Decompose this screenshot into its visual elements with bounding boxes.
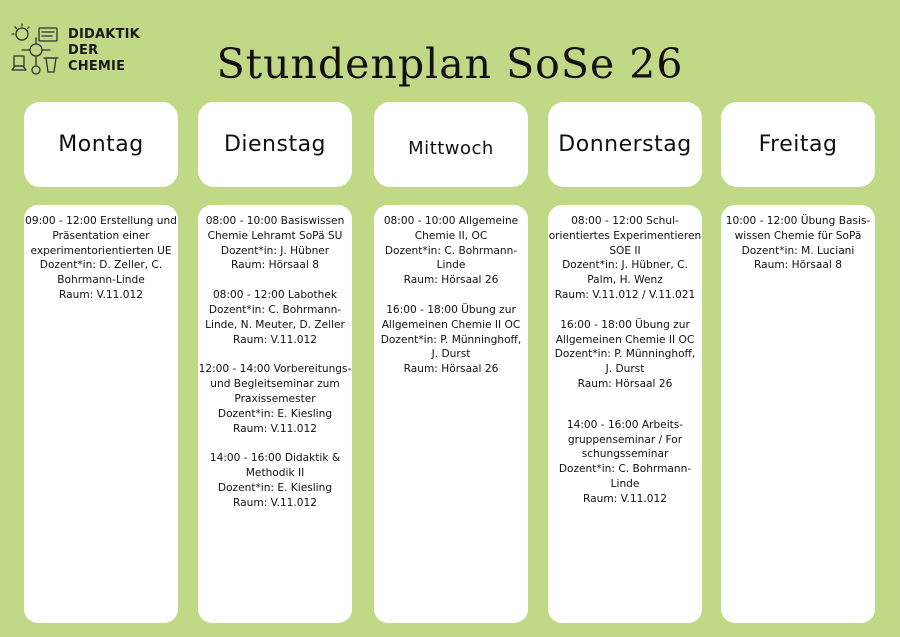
- schedule-entry-line: Dozent*in: D. Zeller, C.: [39, 259, 163, 272]
- schedule-entry-line: 08:00 - 10:00 Basiswissen: [205, 215, 345, 227]
- schedule-entry-line: Präsentation einer: [52, 229, 150, 242]
- day-header-montag: Montag: [24, 102, 178, 187]
- schedule-entry-line: Raum: V.11.012: [233, 496, 317, 509]
- schedule-entry-line: Dozent*in: C. Bohrmann-: [208, 303, 342, 316]
- schedule-entry-line: experimentorientierten UE: [30, 244, 172, 257]
- schedule-entry-line: Raum: Hörsaal 26: [577, 377, 673, 390]
- schedule-entry-line: gruppenseminar / For: [567, 433, 683, 446]
- schedule-entry-line: Chemie II, OC: [414, 229, 488, 242]
- schedule-entry-line: Raum: V.11.012 / V.11.021: [554, 288, 696, 301]
- schedule-entry-line: 16:00 - 18:00 Übung zur: [386, 303, 516, 316]
- schedule-entry: [548, 318, 702, 392]
- schedule-entry-line: 16:00 - 18:00 Übung zur: [560, 318, 690, 331]
- schedule-entry-line: 08:00 - 12:00 Schul-: [571, 215, 679, 227]
- schedule-entry-line: Raum: Hörsaal 26: [403, 363, 499, 376]
- day-column-mittwoch: [374, 205, 528, 623]
- schedule-entry-line: Linde: [610, 477, 640, 490]
- day-column-montag: [24, 205, 178, 623]
- schedule-entry-line: Raum: V.11.012: [59, 288, 143, 301]
- schedule-entry-line: Raum: V.11.012: [233, 333, 317, 346]
- schedule-entry-line: Dozent*in: P. Münninghoff,: [380, 333, 522, 346]
- schedule-entry-line: 08:00 - 10:00 Allgemeine: [383, 215, 519, 227]
- schedule-entry: [548, 418, 702, 507]
- schedule-entry-line: Linde: [436, 259, 466, 272]
- schedule-entry-line: Dozent*in: C. Bohrmann-: [384, 244, 518, 257]
- schedule-entry-line: J. Durst: [605, 363, 645, 376]
- schedule-entry-line: schungsseminar: [581, 448, 669, 461]
- schedule-entry-line: wissen Chemie für SoPä: [734, 229, 862, 242]
- schedule-entry: [721, 214, 875, 273]
- schedule-entry-line: 08:00 - 12:00 Labothek: [212, 289, 338, 302]
- logo-line: DER: [68, 43, 99, 58]
- schedule-entry: [24, 214, 178, 303]
- schedule-entry-line: Raum: V.11.012: [233, 422, 317, 435]
- schedule-entry: [198, 451, 352, 510]
- schedule-entry-line: 14:00 - 16:00 Didaktik &: [209, 452, 341, 465]
- day-header-donnerstag: Donnerstag: [548, 102, 702, 187]
- schedule-entry-line: Dozent*in: P. Münninghoff,: [554, 348, 696, 361]
- schedule-entry-line: Chemie Lehramt SoPä SU: [207, 229, 343, 242]
- day-column-donnerstag: [548, 205, 702, 623]
- day-header-mittwoch: Mittwoch: [374, 102, 528, 187]
- schedule-entry-line: J. Durst: [431, 348, 471, 361]
- schedule-entry: [198, 362, 352, 436]
- schedule-entry-line: 12:00 - 14:00 Vorbereitungs-: [198, 363, 352, 376]
- schedule-entry-line: Dozent*in: M. Luciani: [741, 244, 855, 257]
- schedule-entry-line: Linde, N. Meuter, D. Zeller: [205, 318, 345, 331]
- schedule-entry: [548, 214, 702, 303]
- schedule-entry-line: Palm, H. Wenz: [587, 274, 663, 287]
- schedule-entry-line: Dozent*in: E. Kiesling: [217, 481, 333, 494]
- schedule-entry-line: SOE II: [609, 244, 641, 257]
- day-column-freitag: [721, 205, 875, 623]
- schedule-entry-line: Raum: Hörsaal 26: [403, 274, 499, 287]
- schedule-entry: [374, 303, 528, 377]
- schedule-entry-line: Dozent*in: J. Hübner: [220, 244, 330, 257]
- schedule-entry: [198, 288, 352, 347]
- schedule-entry-line: 14:00 - 16:00 Arbeits-: [566, 418, 684, 431]
- logo-line: CHEMIE: [68, 59, 126, 74]
- page-title: Stundenplan SoSe 26: [216, 40, 684, 88]
- schedule-entry-line: Dozent*in: E. Kiesling: [217, 407, 333, 420]
- schedule-entry: [198, 214, 352, 273]
- day-column-dienstag: [198, 205, 352, 623]
- schedule-entry-line: Allgemeinen Chemie II OC: [381, 318, 521, 331]
- schedule-entry-line: Methodik II: [245, 467, 305, 480]
- day-header-freitag: Freitag: [721, 102, 875, 187]
- schedule-entry: [374, 214, 528, 288]
- schedule-entry-line: Raum: Hörsaal 8: [231, 259, 319, 272]
- schedule-entry-line: 10:00 - 12:00 Übung Basis-: [725, 215, 871, 227]
- schedule-entry-line: orientiertes Experimentieren: [548, 229, 702, 242]
- schedule-entry-line: Dozent*in: J. Hübner, C.: [562, 259, 688, 272]
- schedule-entry-line: 09:00 - 12:00 Erstellung und: [25, 215, 177, 227]
- schedule-entry-line: Allgemeinen Chemie II OC: [555, 333, 695, 346]
- logo-line: DIDAKTIK: [68, 27, 140, 42]
- schedule-entry-line: und Begleitseminar zum: [210, 378, 340, 391]
- schedule-entry-line: Bohrmann-Linde: [57, 274, 145, 287]
- schedule-entry-line: Praxissemester: [234, 392, 316, 405]
- schedule-entry-line: Dozent*in: C. Bohrmann-: [558, 463, 692, 476]
- day-header-dienstag: Dienstag: [198, 102, 352, 187]
- schedule-entry-line: Raum: V.11.012: [583, 492, 667, 505]
- schedule-entry-line: Raum: Hörsaal 8: [754, 259, 842, 272]
